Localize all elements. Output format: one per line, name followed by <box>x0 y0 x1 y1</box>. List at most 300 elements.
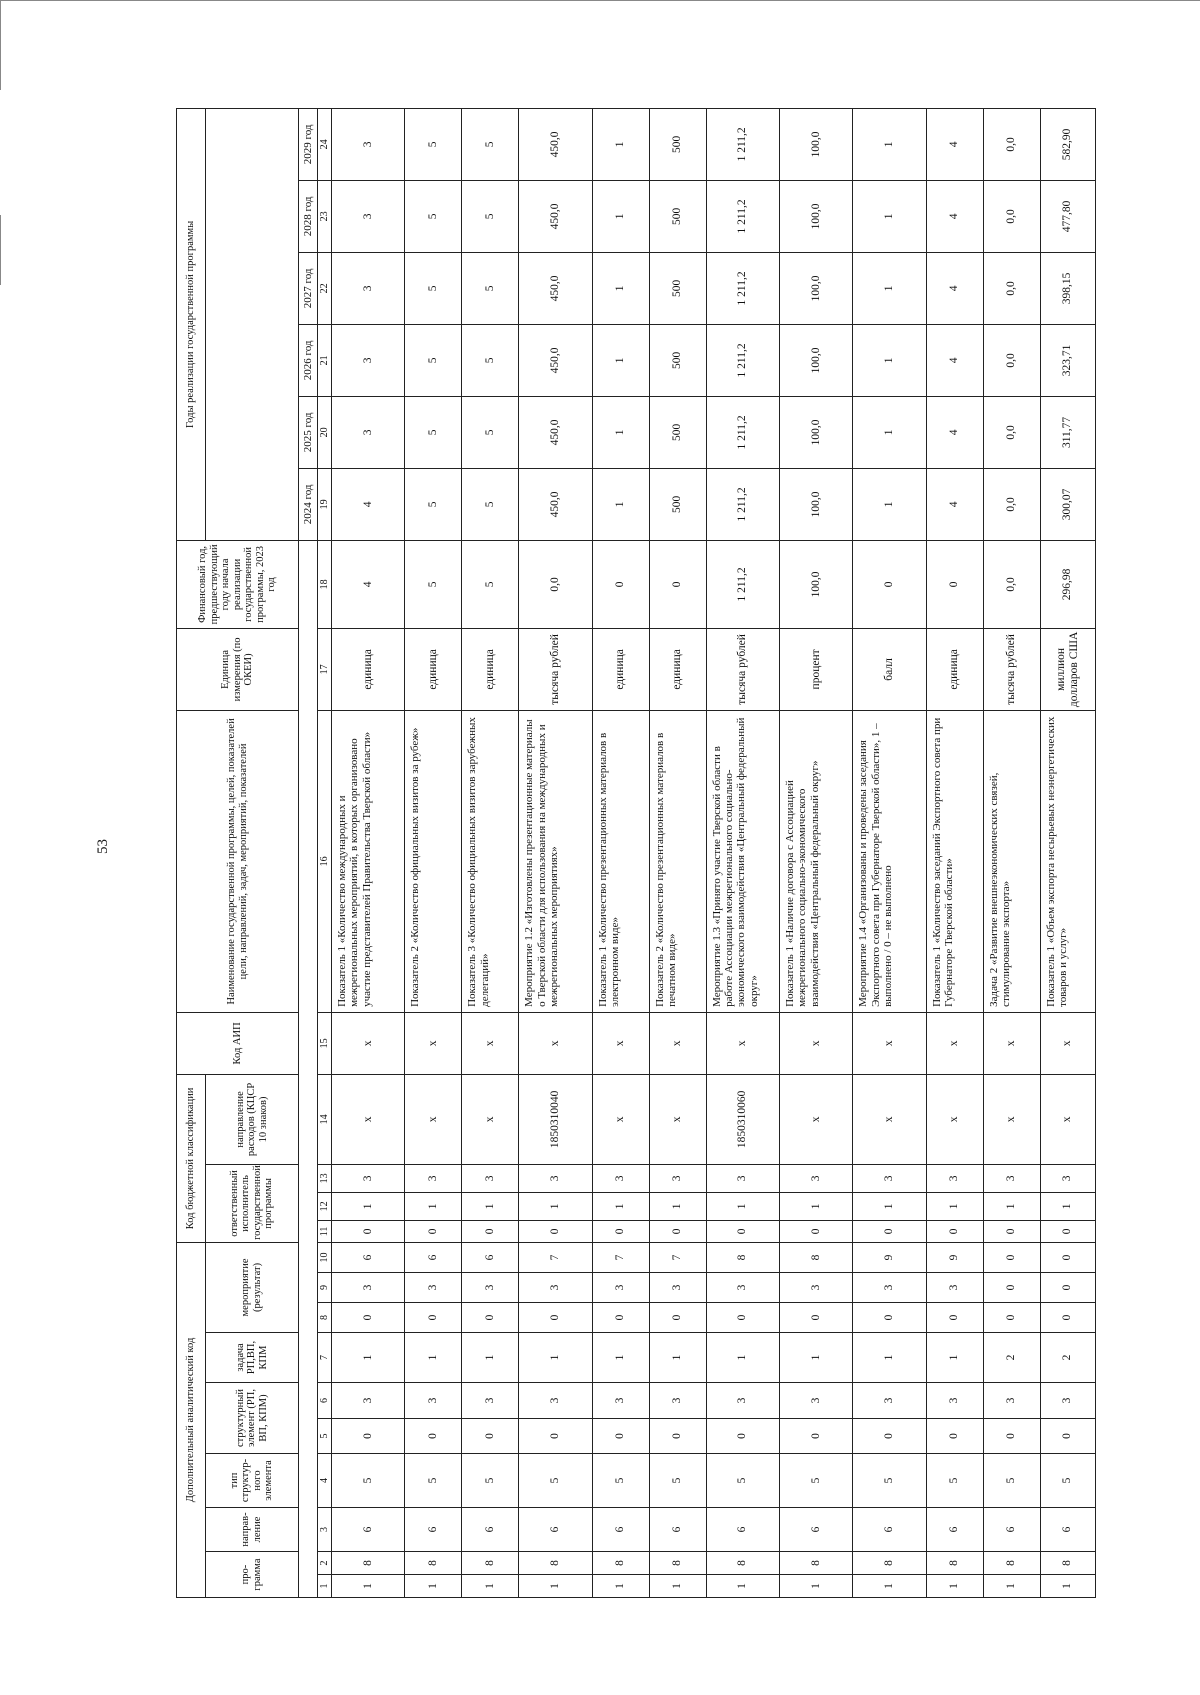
header-struct-element: структурный элемент (РП, ВП, КПМ) <box>205 1383 299 1454</box>
row-unit-cell: тысяча рублей <box>519 628 592 710</box>
row-cell-c1: 1 <box>519 1575 592 1598</box>
row-cell-c12: 1 <box>519 1192 592 1220</box>
row-cell-c5: 0 <box>331 1419 404 1454</box>
row-cell-c7: 1 <box>519 1333 592 1383</box>
table-row <box>405 108 462 1597</box>
row-cell-y2026: 0,0 <box>983 324 1040 396</box>
row-name-cell: Показатель 1 «Объем экспорта несырьевых неэнергетических товаров и услуг» <box>1040 710 1095 1012</box>
row-cell-c4: 5 <box>519 1454 592 1508</box>
row-cell-c4: 5 <box>592 1454 649 1508</box>
row-cell-c12: 1 <box>462 1192 519 1220</box>
row-cell-c13: 3 <box>853 1164 926 1192</box>
row-cell-y2027: 5 <box>405 252 462 324</box>
row-cell-y2025: 3 <box>331 396 404 468</box>
row-cell-c9: 3 <box>462 1273 519 1303</box>
row-cell-y2026: 500 <box>649 324 706 396</box>
row-cell-c13: 3 <box>519 1164 592 1192</box>
row-cell-y2025: 5 <box>462 396 519 468</box>
row-cell-c8: 0 <box>519 1303 592 1333</box>
row-cell-c3: 6 <box>405 1508 462 1552</box>
column-number-20: 20 <box>317 396 331 468</box>
column-number-15: 15 <box>317 1012 331 1074</box>
row-cell-c4: 5 <box>462 1454 519 1508</box>
row-cell-y2026: 100,0 <box>780 324 853 396</box>
row-cell-y2026: 1 <box>592 324 649 396</box>
row-cell-c15: х <box>780 1012 853 1074</box>
row-cell-c14: 1850310040 <box>519 1074 592 1164</box>
column-number-13: 13 <box>317 1164 331 1192</box>
row-cell-c9: 3 <box>519 1273 592 1303</box>
row-cell-base: 100,0 <box>780 540 853 628</box>
row-cell-c12: 1 <box>983 1192 1040 1220</box>
row-cell-c5: 0 <box>519 1419 592 1454</box>
row-cell-c4: 5 <box>926 1454 983 1508</box>
row-cell-y2025: 500 <box>649 396 706 468</box>
row-cell-y2024: 5 <box>405 468 462 540</box>
row-cell-c14: х <box>649 1074 706 1164</box>
header-name: Наименование государственной программы, целей, показателей цели, направлений, задач, мероприятий, показателей <box>177 710 299 1012</box>
row-cell-c10: 8 <box>780 1242 853 1272</box>
row-cell-c8: 0 <box>331 1303 404 1333</box>
row-cell-c2: 8 <box>331 1552 404 1575</box>
row-cell-c11: 0 <box>983 1220 1040 1242</box>
row-cell-c10: 0 <box>983 1242 1040 1272</box>
header-napravlenie: направ-ление <box>205 1508 299 1552</box>
header-unit: Единица измерения (по ОКЕИ) <box>177 628 299 710</box>
row-cell-c13: 3 <box>1040 1164 1095 1192</box>
row-cell-c7: 1 <box>331 1333 404 1383</box>
row-cell-c6: 3 <box>519 1383 592 1419</box>
column-number-11: 11 <box>317 1220 331 1242</box>
row-cell-c4: 5 <box>405 1454 462 1508</box>
row-cell-c7: 2 <box>983 1333 1040 1383</box>
rotated-table-container <box>176 111 1096 1598</box>
row-cell-c14: х <box>331 1074 404 1164</box>
column-number-14: 14 <box>317 1074 331 1164</box>
row-cell-c9: 3 <box>926 1273 983 1303</box>
row-cell-c2: 8 <box>519 1552 592 1575</box>
row-cell-y2028: 450,0 <box>519 180 592 252</box>
row-cell-c1: 1 <box>592 1575 649 1598</box>
row-cell-base: 0 <box>592 540 649 628</box>
row-cell-c5: 0 <box>926 1419 983 1454</box>
column-number-9: 9 <box>317 1273 331 1303</box>
header-base-year: Финансовый год, предшествующий году начала реализации государственной программы, 2023 год <box>177 540 299 628</box>
table-row <box>519 108 592 1597</box>
row-cell-y2025: 311,77 <box>1040 396 1095 468</box>
row-name-cell: Показатель 2 «Количество официальных визитов за рубеж» <box>405 710 462 1012</box>
row-cell-y2025: 1 <box>592 396 649 468</box>
row-cell-c5: 0 <box>983 1419 1040 1454</box>
row-cell-c6: 3 <box>926 1383 983 1419</box>
row-cell-y2024: 100,0 <box>780 468 853 540</box>
header-otv-isp: ответственный исполнитель государственной программы <box>205 1164 299 1242</box>
row-cell-c4: 5 <box>853 1454 926 1508</box>
row-cell-y2024: 0,0 <box>983 468 1040 540</box>
row-cell-c15: х <box>1040 1012 1095 1074</box>
row-cell-y2025: 4 <box>926 396 983 468</box>
row-cell-y2028: 5 <box>462 180 519 252</box>
row-cell-c11: 0 <box>519 1220 592 1242</box>
row-cell-c5: 0 <box>592 1419 649 1454</box>
row-cell-y2024: 1 <box>853 468 926 540</box>
row-cell-c15: х <box>462 1012 519 1074</box>
row-cell-c7: 1 <box>405 1333 462 1383</box>
header-year-1: 2024 год <box>299 468 317 540</box>
row-cell-y2028: 3 <box>331 180 404 252</box>
row-cell-y2025: 1 211,2 <box>706 396 779 468</box>
row-name-cell: Показатель 1 «Количество презентационных материалов в электронном виде» <box>592 710 649 1012</box>
row-cell-c10: 8 <box>706 1242 779 1272</box>
header-zadacha: задача РП,ВП, КПМ <box>205 1333 299 1383</box>
row-cell-y2028: 5 <box>405 180 462 252</box>
row-cell-c3: 6 <box>853 1508 926 1552</box>
row-cell-y2028: 477,80 <box>1040 180 1095 252</box>
row-cell-c8: 0 <box>649 1303 706 1333</box>
row-cell-c13: 3 <box>592 1164 649 1192</box>
row-cell-c3: 6 <box>926 1508 983 1552</box>
row-cell-y2026: 3 <box>331 324 404 396</box>
row-cell-y2024: 1 <box>592 468 649 540</box>
header-years-title: Годы реализации государственной программы <box>177 108 206 540</box>
column-number-16: 16 <box>317 710 331 1012</box>
row-cell-c3: 6 <box>462 1508 519 1552</box>
row-cell-c1: 1 <box>331 1575 404 1598</box>
row-cell-c10: 9 <box>926 1242 983 1272</box>
row-cell-c7: 1 <box>592 1333 649 1383</box>
row-cell-c6: 3 <box>592 1383 649 1419</box>
header-year-2: 2025 год <box>299 396 317 468</box>
row-cell-c8: 0 <box>706 1303 779 1333</box>
row-cell-c10: 0 <box>1040 1242 1095 1272</box>
header-meropriyatie: мероприятие (результат) <box>205 1242 299 1332</box>
header-tip: тип структур-ного элемента <box>205 1454 299 1508</box>
row-cell-c14: х <box>780 1074 853 1164</box>
row-cell-c12: 1 <box>926 1192 983 1220</box>
row-cell-c11: 0 <box>462 1220 519 1242</box>
row-name-cell: Показатель 1 «Наличие договора с Ассоциацией межрегионального социально-экономического взаимодействия «Центральный федеральный округ» <box>780 710 853 1012</box>
row-cell-c13: 3 <box>983 1164 1040 1192</box>
row-cell-c6: 3 <box>331 1383 404 1419</box>
table-row <box>331 108 404 1597</box>
column-number-19: 19 <box>317 468 331 540</box>
row-cell-c8: 0 <box>462 1303 519 1333</box>
row-cell-y2029: 3 <box>331 108 404 180</box>
scan-mark-left-2 <box>0 215 1 285</box>
row-cell-c13: 3 <box>926 1164 983 1192</box>
column-number-7: 7 <box>317 1333 331 1383</box>
row-cell-c6: 3 <box>780 1383 853 1419</box>
table-row <box>926 108 983 1597</box>
row-cell-y2029: 1 211,2 <box>706 108 779 180</box>
table-row <box>462 108 519 1597</box>
row-cell-c2: 8 <box>649 1552 706 1575</box>
row-cell-y2028: 4 <box>926 180 983 252</box>
row-cell-y2026: 1 211,2 <box>706 324 779 396</box>
row-cell-c12: 1 <box>780 1192 853 1220</box>
row-cell-c13: 3 <box>405 1164 462 1192</box>
column-number-12: 12 <box>317 1192 331 1220</box>
column-number-6: 6 <box>317 1383 331 1419</box>
row-name-cell: Показатель 1 «Количество заседаний Экспортного совета при Губернаторе Тверской области» <box>926 710 983 1012</box>
row-cell-c15: х <box>926 1012 983 1074</box>
row-cell-c14: х <box>983 1074 1040 1164</box>
row-cell-c12: 1 <box>649 1192 706 1220</box>
column-number-3: 3 <box>317 1508 331 1552</box>
row-cell-y2025: 450,0 <box>519 396 592 468</box>
row-cell-c9: 3 <box>706 1273 779 1303</box>
row-cell-c8: 0 <box>926 1303 983 1333</box>
row-unit-cell: балл <box>853 628 926 710</box>
row-cell-y2027: 3 <box>331 252 404 324</box>
row-cell-c14: х <box>405 1074 462 1164</box>
column-number-8: 8 <box>317 1303 331 1333</box>
row-cell-c2: 8 <box>926 1552 983 1575</box>
row-cell-c3: 6 <box>780 1508 853 1552</box>
column-number-24: 24 <box>317 108 331 180</box>
row-cell-c15: х <box>983 1012 1040 1074</box>
row-cell-y2028: 1 <box>592 180 649 252</box>
row-cell-y2026: 5 <box>405 324 462 396</box>
row-cell-c5: 0 <box>780 1419 853 1454</box>
row-cell-c14: х <box>592 1074 649 1164</box>
row-cell-c1: 1 <box>780 1575 853 1598</box>
row-unit-cell: процент <box>780 628 853 710</box>
row-cell-y2027: 100,0 <box>780 252 853 324</box>
row-cell-y2026: 5 <box>462 324 519 396</box>
row-cell-y2024: 1 211,2 <box>706 468 779 540</box>
row-cell-y2026: 1 <box>853 324 926 396</box>
row-name-cell: Показатель 2 «Количество презентационных материалов в печатном виде» <box>649 710 706 1012</box>
row-cell-c15: х <box>592 1012 649 1074</box>
row-cell-c5: 0 <box>1040 1419 1095 1454</box>
row-cell-c6: 3 <box>649 1383 706 1419</box>
header-year-spacer <box>299 540 317 1597</box>
row-cell-c6: 3 <box>983 1383 1040 1419</box>
row-name-cell: Задача 2 «Развитие внешнеэкономических связей, стимулирование экспорта» <box>983 710 1040 1012</box>
row-unit-cell: тысяча рублей <box>706 628 779 710</box>
row-cell-c8: 0 <box>1040 1303 1095 1333</box>
row-cell-y2024: 300,07 <box>1040 468 1095 540</box>
row-cell-c9: 3 <box>405 1273 462 1303</box>
row-cell-c10: 7 <box>649 1242 706 1272</box>
row-cell-c7: 1 <box>780 1333 853 1383</box>
row-cell-y2029: 500 <box>649 108 706 180</box>
row-cell-base: 4 <box>331 540 404 628</box>
row-cell-y2029: 5 <box>462 108 519 180</box>
row-cell-y2027: 500 <box>649 252 706 324</box>
row-cell-c11: 0 <box>1040 1220 1095 1242</box>
row-cell-y2028: 0,0 <box>983 180 1040 252</box>
indicators-table <box>176 108 1096 1598</box>
row-unit-cell: единица <box>462 628 519 710</box>
row-cell-c14: х <box>926 1074 983 1164</box>
table-row <box>592 108 649 1597</box>
row-cell-c7: 1 <box>926 1333 983 1383</box>
row-cell-c2: 8 <box>706 1552 779 1575</box>
row-cell-base: 0 <box>853 540 926 628</box>
row-unit-cell: миллион долларов США <box>1040 628 1095 710</box>
row-cell-c10: 7 <box>519 1242 592 1272</box>
row-cell-c15: х <box>519 1012 592 1074</box>
row-cell-base: 296,98 <box>1040 540 1095 628</box>
row-cell-c9: 3 <box>649 1273 706 1303</box>
row-cell-c13: 3 <box>462 1164 519 1192</box>
row-cell-c8: 0 <box>592 1303 649 1333</box>
row-cell-y2027: 0,0 <box>983 252 1040 324</box>
row-cell-c14: 1850310060 <box>706 1074 779 1164</box>
row-cell-c11: 0 <box>853 1220 926 1242</box>
row-cell-base: 5 <box>405 540 462 628</box>
row-cell-y2028: 1 211,2 <box>706 180 779 252</box>
table-row <box>706 108 779 1597</box>
row-cell-base: 5 <box>462 540 519 628</box>
row-cell-c11: 0 <box>405 1220 462 1242</box>
row-cell-c6: 3 <box>405 1383 462 1419</box>
row-cell-c6: 3 <box>706 1383 779 1419</box>
row-cell-c6: 3 <box>462 1383 519 1419</box>
column-number-4: 4 <box>317 1454 331 1508</box>
column-number-17: 17 <box>317 628 331 710</box>
row-cell-c15: х <box>405 1012 462 1074</box>
row-cell-c3: 6 <box>983 1508 1040 1552</box>
row-cell-c11: 0 <box>926 1220 983 1242</box>
table-row <box>983 108 1040 1597</box>
row-cell-y2027: 4 <box>926 252 983 324</box>
row-cell-c9: 3 <box>592 1273 649 1303</box>
row-cell-c7: 1 <box>462 1333 519 1383</box>
row-cell-c1: 1 <box>1040 1575 1095 1598</box>
scan-mark-top <box>0 0 1200 1</box>
header-year-3: 2026 год <box>299 324 317 396</box>
column-number-18: 18 <box>317 540 331 628</box>
row-cell-c1: 1 <box>926 1575 983 1598</box>
row-cell-y2024: 4 <box>926 468 983 540</box>
row-cell-base: 0 <box>649 540 706 628</box>
row-name-cell: Показатель 1 «Количество международных и межрегиональных мероприятий, в которых организовано участие представителей Правительства Тверской области» <box>331 710 404 1012</box>
row-name-cell: Показатель 3 «Количество официальных визитов зарубежных делегаций» <box>462 710 519 1012</box>
row-cell-y2029: 5 <box>405 108 462 180</box>
row-cell-c4: 5 <box>780 1454 853 1508</box>
row-cell-c2: 8 <box>592 1552 649 1575</box>
header-programma: про-грамма <box>205 1552 299 1598</box>
row-cell-y2027: 5 <box>462 252 519 324</box>
row-cell-c12: 1 <box>331 1192 404 1220</box>
row-cell-c14: х <box>462 1074 519 1164</box>
row-cell-c13: 3 <box>649 1164 706 1192</box>
row-cell-c15: х <box>331 1012 404 1074</box>
row-unit-cell: единица <box>926 628 983 710</box>
row-cell-y2024: 4 <box>331 468 404 540</box>
column-number-22: 22 <box>317 252 331 324</box>
header-budget-code: Код бюджетной классификации <box>177 1074 206 1242</box>
row-cell-y2027: 1 211,2 <box>706 252 779 324</box>
row-cell-c15: х <box>853 1012 926 1074</box>
row-cell-c8: 0 <box>405 1303 462 1333</box>
row-cell-c12: 1 <box>405 1192 462 1220</box>
header-years-spacer <box>205 108 299 540</box>
row-cell-c8: 0 <box>853 1303 926 1333</box>
row-cell-y2029: 1 <box>592 108 649 180</box>
row-cell-c9: 3 <box>853 1273 926 1303</box>
row-cell-c9: 3 <box>331 1273 404 1303</box>
row-unit-cell: единица <box>405 628 462 710</box>
row-name-cell: Мероприятие 1.2 «Изготовлены презентационные материалы о Тверской области для использования на международных и межрегиональных мероприятиях» <box>519 710 592 1012</box>
column-number-2: 2 <box>317 1552 331 1575</box>
row-cell-y2027: 398,15 <box>1040 252 1095 324</box>
row-cell-y2029: 1 <box>853 108 926 180</box>
row-cell-c7: 1 <box>853 1333 926 1383</box>
row-cell-y2025: 0,0 <box>983 396 1040 468</box>
row-cell-c4: 5 <box>706 1454 779 1508</box>
row-cell-c4: 5 <box>1040 1454 1095 1508</box>
row-cell-c3: 6 <box>592 1508 649 1552</box>
row-cell-y2029: 4 <box>926 108 983 180</box>
row-unit-cell: единица <box>592 628 649 710</box>
row-cell-c5: 0 <box>462 1419 519 1454</box>
row-cell-y2026: 323,71 <box>1040 324 1095 396</box>
column-number-10: 10 <box>317 1242 331 1272</box>
header-year-4: 2027 год <box>299 252 317 324</box>
column-number-23: 23 <box>317 180 331 252</box>
header-aip: Код АИП <box>177 1012 299 1074</box>
row-cell-base: 0,0 <box>983 540 1040 628</box>
row-cell-c13: 3 <box>780 1164 853 1192</box>
row-cell-c2: 8 <box>462 1552 519 1575</box>
row-cell-c15: х <box>706 1012 779 1074</box>
column-number-5: 5 <box>317 1419 331 1454</box>
row-cell-y2025: 5 <box>405 396 462 468</box>
row-cell-c2: 8 <box>780 1552 853 1575</box>
row-cell-c10: 9 <box>853 1242 926 1272</box>
table-row <box>649 108 706 1597</box>
row-cell-c11: 0 <box>780 1220 853 1242</box>
row-cell-c1: 1 <box>706 1575 779 1598</box>
page-number: 53 <box>95 839 111 854</box>
row-cell-c11: 0 <box>331 1220 404 1242</box>
row-cell-c5: 0 <box>649 1419 706 1454</box>
row-cell-y2026: 4 <box>926 324 983 396</box>
row-cell-c10: 6 <box>405 1242 462 1272</box>
row-cell-c5: 0 <box>706 1419 779 1454</box>
row-cell-y2027: 1 <box>592 252 649 324</box>
row-cell-c6: 3 <box>1040 1383 1095 1419</box>
row-cell-base: 0 <box>926 540 983 628</box>
scan-mark-left <box>0 0 1 90</box>
row-cell-c9: 0 <box>983 1273 1040 1303</box>
header-dop-code: Дополнительный аналитический код <box>177 1242 206 1597</box>
row-cell-c4: 5 <box>649 1454 706 1508</box>
row-cell-y2029: 450,0 <box>519 108 592 180</box>
row-cell-c2: 8 <box>405 1552 462 1575</box>
row-cell-c4: 5 <box>983 1454 1040 1508</box>
row-cell-y2028: 500 <box>649 180 706 252</box>
header-year-6: 2029 год <box>299 108 317 180</box>
row-cell-c14: х <box>853 1074 926 1164</box>
row-cell-c9: 0 <box>1040 1273 1095 1303</box>
row-unit-cell: единица <box>649 628 706 710</box>
row-cell-y2024: 500 <box>649 468 706 540</box>
row-unit-cell: единица <box>331 628 404 710</box>
table-row <box>853 108 926 1597</box>
row-cell-y2024: 5 <box>462 468 519 540</box>
row-cell-y2028: 100,0 <box>780 180 853 252</box>
row-name-cell: Мероприятие 1.4 «Организованы и проведены заседания Экспортного совета при Губернаторе Тверской области», 1 – выполнено / 0 – не выполнено <box>853 710 926 1012</box>
table-row <box>780 108 853 1597</box>
row-cell-y2025: 1 <box>853 396 926 468</box>
row-cell-c3: 6 <box>519 1508 592 1552</box>
row-cell-c11: 0 <box>706 1220 779 1242</box>
